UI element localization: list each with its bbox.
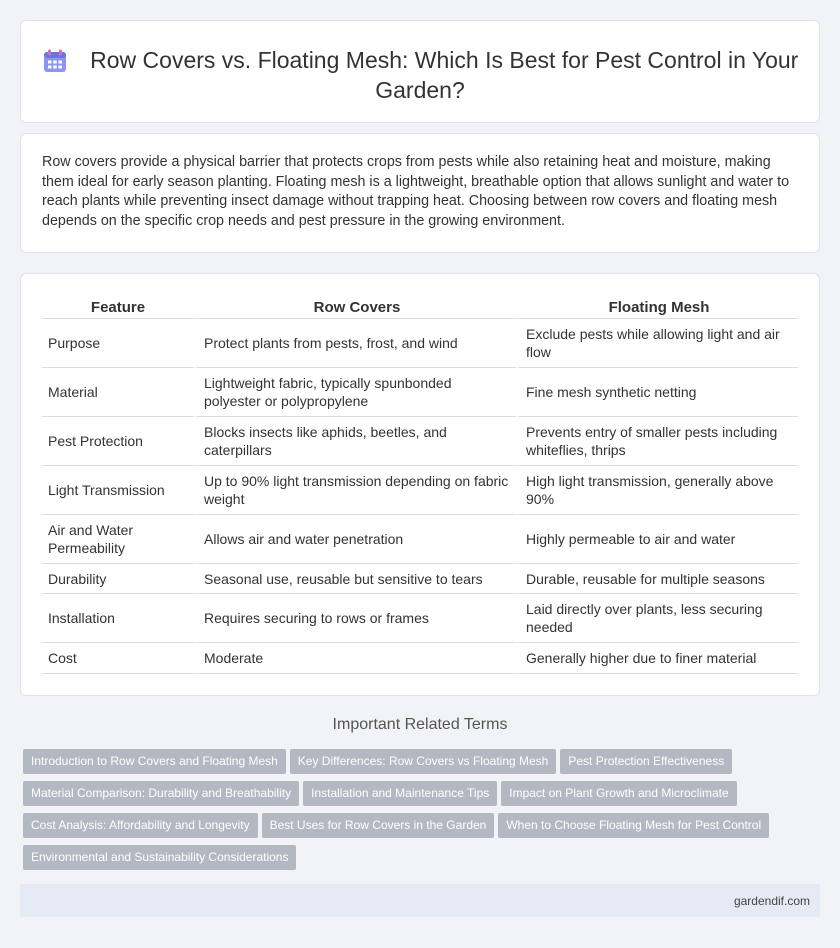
row-covers-cell: Lightweight fabric, typically spunbonded polyester or polypropylene [194, 368, 516, 417]
tag-row [23, 813, 803, 845]
footer [20, 884, 820, 917]
title-card [20, 20, 820, 123]
page-title: Row Covers vs. Floating Mesh: Which Is Best for Pest Control in Your Garden? [90, 47, 799, 103]
related-term-tag[interactable]: Best Uses for Row Covers in the Garden [262, 813, 495, 838]
feature-cell: Pest Protection [42, 417, 194, 466]
related-term-tag[interactable]: Key Differences: Row Covers vs Floating Mesh [290, 749, 557, 774]
intro-card [20, 133, 820, 253]
floating-mesh-cell: Fine mesh synthetic netting [516, 368, 798, 417]
feature-cell: Material [42, 368, 194, 417]
comparison-table [42, 296, 798, 674]
floating-mesh-cell: Prevents entry of smaller pests including whiteflies, thrips [516, 417, 798, 466]
floating-mesh-cell: High light transmission, generally above 90% [516, 466, 798, 515]
row-covers-cell: Allows air and water penetration [194, 515, 516, 564]
row-covers-cell: Requires securing to rows or frames [194, 594, 516, 643]
feature-cell: Installation [42, 594, 194, 643]
column-header: Row Covers [194, 296, 516, 319]
table-row [42, 515, 798, 564]
floating-mesh-cell: Highly permeable to air and water [516, 515, 798, 564]
table-row [42, 564, 798, 594]
intro-paragraph: Row covers provide a physical barrier that protects crops from pests while also retaining heat and moisture, making them ideal for early season planting. Floating mesh is a lightweight, breathable option that allows sunlight and water to reach plants while preventing insect damage without trapping heat. Choosing between row covers and floating mesh depends on the specific crop needs and pest pressure in the growing environment. [42, 154, 790, 229]
tag-row [23, 749, 803, 781]
tag-row [23, 845, 803, 877]
site-link[interactable]: gardendif.com [733, 894, 810, 908]
floating-mesh-cell: Laid directly over plants, less securing needed [516, 594, 798, 643]
floating-mesh-cell: Exclude pests while allowing light and air flow [516, 319, 798, 368]
feature-cell: Cost [42, 643, 194, 674]
table-row [42, 643, 798, 674]
row-covers-cell: Seasonal use, reusable but sensitive to tears [194, 564, 516, 594]
related-terms-heading: Important Related Terms [332, 716, 508, 733]
row-covers-cell: Protect plants from pests, frost, and wind [194, 319, 516, 368]
related-term-tag[interactable]: Impact on Plant Growth and Microclimate [501, 781, 736, 806]
related-term-tag[interactable]: Cost Analysis: Affordability and Longevity [23, 813, 258, 838]
floating-mesh-cell: Generally higher due to finer material [516, 643, 798, 674]
table-row [42, 417, 798, 466]
table-header-row [42, 296, 798, 319]
comparison-card [20, 273, 820, 696]
feature-cell: Purpose [42, 319, 194, 368]
related-terms-list [23, 749, 803, 877]
table-row [42, 319, 798, 368]
table-row [42, 466, 798, 515]
floating-mesh-cell: Durable, reusable for multiple seasons [516, 564, 798, 594]
calendar-icon [42, 48, 68, 74]
title-wrap [21, 45, 819, 105]
table-row [42, 368, 798, 417]
tag-row [23, 781, 803, 813]
column-header: Feature [42, 296, 194, 319]
related-term-tag[interactable]: Material Comparison: Durability and Breathability [23, 781, 299, 806]
related-term-tag[interactable]: Environmental and Sustainability Considerations [23, 845, 296, 870]
feature-cell: Air and Water Permeability [42, 515, 194, 564]
feature-cell: Durability [42, 564, 194, 594]
related-term-tag[interactable]: Introduction to Row Covers and Floating Mesh [23, 749, 286, 774]
related-term-tag[interactable]: Installation and Maintenance Tips [303, 781, 497, 806]
row-covers-cell: Up to 90% light transmission depending on fabric weight [194, 466, 516, 515]
related-term-tag[interactable]: Pest Protection Effectiveness [560, 749, 732, 774]
column-header: Floating Mesh [516, 296, 798, 319]
row-covers-cell: Moderate [194, 643, 516, 674]
row-covers-cell: Blocks insects like aphids, beetles, and caterpillars [194, 417, 516, 466]
related-term-tag[interactable]: When to Choose Floating Mesh for Pest Control [498, 813, 769, 838]
feature-cell: Light Transmission [42, 466, 194, 515]
table-row [42, 594, 798, 643]
